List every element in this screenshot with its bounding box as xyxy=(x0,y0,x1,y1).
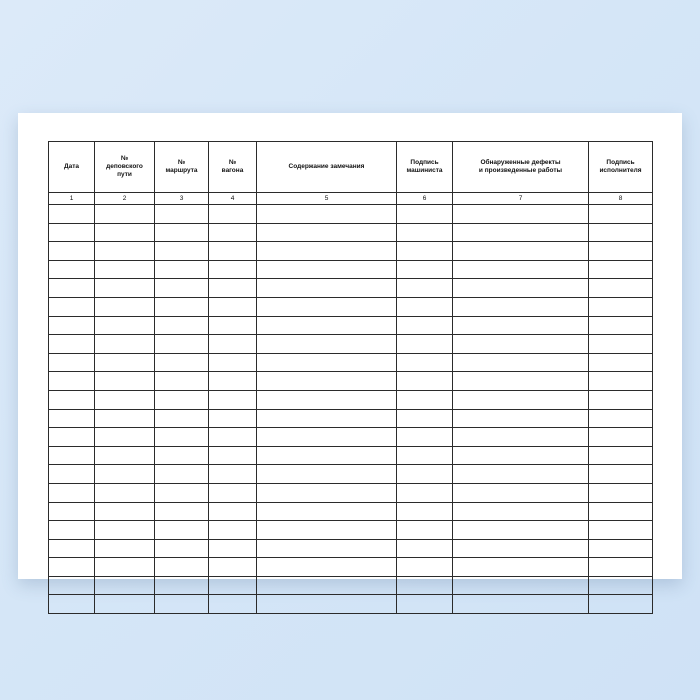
table-cell-date[interactable] xyxy=(49,539,95,558)
table-cell-depot_track[interactable] xyxy=(95,595,155,614)
table-row[interactable] xyxy=(49,502,653,521)
table-cell-route[interactable] xyxy=(155,353,209,372)
table-cell-defects[interactable] xyxy=(453,483,589,502)
header-line: Дата xyxy=(63,162,80,170)
table-cell-remark[interactable] xyxy=(257,390,397,409)
table-cell-depot_track[interactable] xyxy=(95,372,155,391)
table-cell-depot_track[interactable] xyxy=(95,428,155,447)
header-line: вагона xyxy=(221,167,244,174)
table-cell-depot_track[interactable] xyxy=(95,205,155,224)
table-cell-remark[interactable] xyxy=(257,446,397,465)
table-cell-defects[interactable] xyxy=(453,260,589,279)
table-cell-route[interactable] xyxy=(155,502,209,521)
table-cell-driver_sign[interactable] xyxy=(397,576,453,595)
table-row[interactable] xyxy=(49,521,653,540)
table-cell-route[interactable] xyxy=(155,223,209,242)
table-cell-driver_sign[interactable] xyxy=(397,409,453,428)
table-cell-defects[interactable] xyxy=(453,446,589,465)
table-cell-date[interactable] xyxy=(49,372,95,391)
table-cell-defects[interactable] xyxy=(453,521,589,540)
table-cell-remark[interactable] xyxy=(257,409,397,428)
table-cell-car[interactable] xyxy=(209,446,257,465)
paper-sheet xyxy=(18,113,682,579)
column-number: 3 xyxy=(155,193,209,205)
header-line: Обнаруженные дефекты xyxy=(480,158,561,166)
table-cell-date[interactable] xyxy=(49,521,95,540)
column-header-car xyxy=(209,142,257,193)
table-cell-defects[interactable] xyxy=(453,576,589,595)
table-cell-remark[interactable] xyxy=(257,279,397,298)
table-cell-date[interactable] xyxy=(49,446,95,465)
table-cell-remark[interactable] xyxy=(257,353,397,372)
journal-table-container xyxy=(48,141,652,554)
table-cell-route[interactable] xyxy=(155,576,209,595)
table-cell-date[interactable] xyxy=(49,242,95,261)
column-number: 2 xyxy=(95,193,155,205)
table-cell-route[interactable] xyxy=(155,483,209,502)
table-row[interactable] xyxy=(49,539,653,558)
table-cell-executor_sign[interactable] xyxy=(589,353,653,372)
table-cell-depot_track[interactable] xyxy=(95,316,155,335)
column-number: 6 xyxy=(397,193,453,205)
table-row[interactable] xyxy=(49,465,653,484)
table-cell-driver_sign[interactable] xyxy=(397,428,453,447)
table-cell-remark[interactable] xyxy=(257,372,397,391)
table-cell-defects[interactable] xyxy=(453,242,589,261)
column-header-defects xyxy=(453,142,589,193)
table-cell-car[interactable] xyxy=(209,539,257,558)
table-cell-car[interactable] xyxy=(209,409,257,428)
header-row xyxy=(49,142,653,193)
table-cell-route[interactable] xyxy=(155,279,209,298)
table-cell-route[interactable] xyxy=(155,409,209,428)
table-cell-executor_sign[interactable] xyxy=(589,279,653,298)
table-cell-route[interactable] xyxy=(155,521,209,540)
table-row[interactable] xyxy=(49,260,653,279)
table-cell-date[interactable] xyxy=(49,465,95,484)
table-cell-depot_track[interactable] xyxy=(95,353,155,372)
table-cell-depot_track[interactable] xyxy=(95,502,155,521)
table-cell-remark[interactable] xyxy=(257,242,397,261)
table-cell-date[interactable] xyxy=(49,205,95,224)
table-cell-driver_sign[interactable] xyxy=(397,242,453,261)
table-cell-defects[interactable] xyxy=(453,297,589,316)
table-cell-depot_track[interactable] xyxy=(95,335,155,354)
table-cell-defects[interactable] xyxy=(453,539,589,558)
table-cell-depot_track[interactable] xyxy=(95,465,155,484)
table-cell-remark[interactable] xyxy=(257,539,397,558)
table-row[interactable] xyxy=(49,372,653,391)
table-cell-driver_sign[interactable] xyxy=(397,446,453,465)
table-cell-car[interactable] xyxy=(209,558,257,577)
header-line: маршрута xyxy=(165,167,198,174)
table-row[interactable] xyxy=(49,353,653,372)
table-cell-car[interactable] xyxy=(209,335,257,354)
table-cell-executor_sign[interactable] xyxy=(589,316,653,335)
table-cell-route[interactable] xyxy=(155,428,209,447)
table-cell-driver_sign[interactable] xyxy=(397,297,453,316)
table-row[interactable] xyxy=(49,316,653,335)
table-cell-remark[interactable] xyxy=(257,316,397,335)
table-row[interactable] xyxy=(49,595,653,614)
table-cell-car[interactable] xyxy=(209,242,257,261)
table-cell-defects[interactable] xyxy=(453,465,589,484)
header-line: пути xyxy=(117,171,132,179)
table-cell-route[interactable] xyxy=(155,297,209,316)
table-cell-depot_track[interactable] xyxy=(95,483,155,502)
table-cell-car[interactable] xyxy=(209,353,257,372)
table-cell-defects[interactable] xyxy=(453,335,589,354)
table-cell-route[interactable] xyxy=(155,205,209,224)
table-cell-route[interactable] xyxy=(155,465,209,484)
table-cell-depot_track[interactable] xyxy=(95,242,155,261)
table-cell-date[interactable] xyxy=(49,409,95,428)
table-cell-route[interactable] xyxy=(155,539,209,558)
table-cell-driver_sign[interactable] xyxy=(397,279,453,298)
table-row[interactable] xyxy=(49,335,653,354)
table-row[interactable] xyxy=(49,390,653,409)
table-cell-car[interactable] xyxy=(209,316,257,335)
table-cell-date[interactable] xyxy=(49,483,95,502)
table-cell-date[interactable] xyxy=(49,260,95,279)
table-row[interactable] xyxy=(49,409,653,428)
table-row[interactable] xyxy=(49,428,653,447)
table-cell-defects[interactable] xyxy=(453,595,589,614)
column-header-executor-signature xyxy=(589,142,653,193)
table-cell-date[interactable] xyxy=(49,576,95,595)
table-cell-car[interactable] xyxy=(209,223,257,242)
table-cell-route[interactable] xyxy=(155,446,209,465)
table-cell-car[interactable] xyxy=(209,502,257,521)
table-cell-depot_track[interactable] xyxy=(95,260,155,279)
table-cell-car[interactable] xyxy=(209,390,257,409)
header-line: Подпись xyxy=(606,158,635,166)
table-cell-remark[interactable] xyxy=(257,576,397,595)
table-cell-driver_sign[interactable] xyxy=(397,558,453,577)
table-cell-route[interactable] xyxy=(155,595,209,614)
table-cell-driver_sign[interactable] xyxy=(397,502,453,521)
table-cell-defects[interactable] xyxy=(453,558,589,577)
table-cell-route[interactable] xyxy=(155,242,209,261)
table-cell-route[interactable] xyxy=(155,390,209,409)
table-cell-remark[interactable] xyxy=(257,502,397,521)
table-cell-date[interactable] xyxy=(49,223,95,242)
table-cell-executor_sign[interactable] xyxy=(589,521,653,540)
table-cell-executor_sign[interactable] xyxy=(589,465,653,484)
table-cell-date[interactable] xyxy=(49,502,95,521)
table-row[interactable] xyxy=(49,205,653,224)
table-row[interactable] xyxy=(49,279,653,298)
table-cell-executor_sign[interactable] xyxy=(589,390,653,409)
header-line: Содержание замечания xyxy=(288,162,365,170)
table-header xyxy=(49,142,653,205)
column-number: 5 xyxy=(257,193,397,205)
table-cell-driver_sign[interactable] xyxy=(397,465,453,484)
table-cell-route[interactable] xyxy=(155,260,209,279)
table-cell-defects[interactable] xyxy=(453,409,589,428)
table-cell-executor_sign[interactable] xyxy=(589,595,653,614)
table-cell-driver_sign[interactable] xyxy=(397,595,453,614)
header-line: № xyxy=(228,158,237,166)
table-cell-car[interactable] xyxy=(209,576,257,595)
table-cell-driver_sign[interactable] xyxy=(397,223,453,242)
column-number: 7 xyxy=(453,193,589,205)
table-cell-car[interactable] xyxy=(209,521,257,540)
table-cell-date[interactable] xyxy=(49,558,95,577)
table-cell-remark[interactable] xyxy=(257,483,397,502)
header-line: № xyxy=(177,158,186,166)
table-cell-executor_sign[interactable] xyxy=(589,372,653,391)
header-line: деповского xyxy=(106,162,143,170)
table-row[interactable] xyxy=(49,242,653,261)
table-cell-driver_sign[interactable] xyxy=(397,353,453,372)
table-cell-remark[interactable] xyxy=(257,521,397,540)
table-cell-car[interactable] xyxy=(209,595,257,614)
table-cell-car[interactable] xyxy=(209,483,257,502)
table-cell-executor_sign[interactable] xyxy=(589,242,653,261)
table-cell-executor_sign[interactable] xyxy=(589,297,653,316)
table-cell-car[interactable] xyxy=(209,465,257,484)
table-cell-depot_track[interactable] xyxy=(95,223,155,242)
table-cell-date[interactable] xyxy=(49,595,95,614)
table-row[interactable] xyxy=(49,483,653,502)
table-row[interactable] xyxy=(49,576,653,595)
table-cell-remark[interactable] xyxy=(257,558,397,577)
table-cell-defects[interactable] xyxy=(453,353,589,372)
column-number: 4 xyxy=(209,193,257,205)
table-cell-remark[interactable] xyxy=(257,260,397,279)
table-cell-date[interactable] xyxy=(49,297,95,316)
table-cell-car[interactable] xyxy=(209,279,257,298)
table-cell-defects[interactable] xyxy=(453,279,589,298)
column-number-row xyxy=(49,193,653,205)
table-cell-defects[interactable] xyxy=(453,428,589,447)
table-row[interactable] xyxy=(49,558,653,577)
table-cell-defects[interactable] xyxy=(453,372,589,391)
table-cell-depot_track[interactable] xyxy=(95,521,155,540)
table-cell-remark[interactable] xyxy=(257,595,397,614)
table-cell-car[interactable] xyxy=(209,297,257,316)
table-cell-defects[interactable] xyxy=(453,390,589,409)
table-cell-remark[interactable] xyxy=(257,465,397,484)
table-cell-date[interactable] xyxy=(49,353,95,372)
table-cell-driver_sign[interactable] xyxy=(397,205,453,224)
table-cell-date[interactable] xyxy=(49,279,95,298)
table-cell-depot_track[interactable] xyxy=(95,539,155,558)
header-line: машиниста xyxy=(406,167,443,174)
table-cell-route[interactable] xyxy=(155,316,209,335)
header-line: и произведенные работы xyxy=(478,167,563,174)
table-cell-car[interactable] xyxy=(209,260,257,279)
table-cell-depot_track[interactable] xyxy=(95,297,155,316)
table-cell-route[interactable] xyxy=(155,335,209,354)
table-cell-executor_sign[interactable] xyxy=(589,335,653,354)
table-cell-executor_sign[interactable] xyxy=(589,446,653,465)
table-body xyxy=(49,205,653,614)
table-cell-executor_sign[interactable] xyxy=(589,483,653,502)
table-cell-executor_sign[interactable] xyxy=(589,205,653,224)
table-row[interactable] xyxy=(49,297,653,316)
header-line: № xyxy=(120,154,129,162)
table-cell-car[interactable] xyxy=(209,372,257,391)
table-cell-defects[interactable] xyxy=(453,205,589,224)
table-row[interactable] xyxy=(49,223,653,242)
journal-table xyxy=(48,141,653,614)
table-cell-executor_sign[interactable] xyxy=(589,223,653,242)
table-cell-driver_sign[interactable] xyxy=(397,390,453,409)
table-cell-date[interactable] xyxy=(49,335,95,354)
table-cell-executor_sign[interactable] xyxy=(589,558,653,577)
table-cell-driver_sign[interactable] xyxy=(397,316,453,335)
header-line: Подпись xyxy=(410,158,439,166)
table-cell-defects[interactable] xyxy=(453,316,589,335)
table-cell-remark[interactable] xyxy=(257,335,397,354)
column-number: 8 xyxy=(589,193,653,205)
table-row[interactable] xyxy=(49,446,653,465)
table-cell-route[interactable] xyxy=(155,558,209,577)
header-line: исполнителя xyxy=(599,167,642,174)
table-cell-depot_track[interactable] xyxy=(95,409,155,428)
table-cell-depot_track[interactable] xyxy=(95,558,155,577)
table-cell-executor_sign[interactable] xyxy=(589,576,653,595)
table-cell-car[interactable] xyxy=(209,205,257,224)
table-cell-defects[interactable] xyxy=(453,223,589,242)
table-cell-date[interactable] xyxy=(49,316,95,335)
table-cell-driver_sign[interactable] xyxy=(397,372,453,391)
column-header-date xyxy=(49,142,95,193)
column-number: 1 xyxy=(49,193,95,205)
column-header-driver-signature xyxy=(397,142,453,193)
table-cell-executor_sign[interactable] xyxy=(589,502,653,521)
table-cell-car[interactable] xyxy=(209,428,257,447)
table-cell-defects[interactable] xyxy=(453,502,589,521)
column-header-depot-track xyxy=(95,142,155,193)
table-cell-driver_sign[interactable] xyxy=(397,521,453,540)
table-cell-depot_track[interactable] xyxy=(95,446,155,465)
table-cell-date[interactable] xyxy=(49,390,95,409)
table-cell-driver_sign[interactable] xyxy=(397,539,453,558)
table-cell-depot_track[interactable] xyxy=(95,390,155,409)
table-cell-route[interactable] xyxy=(155,372,209,391)
table-cell-executor_sign[interactable] xyxy=(589,409,653,428)
table-cell-executor_sign[interactable] xyxy=(589,539,653,558)
table-cell-depot_track[interactable] xyxy=(95,576,155,595)
table-cell-remark[interactable] xyxy=(257,428,397,447)
table-cell-driver_sign[interactable] xyxy=(397,260,453,279)
table-cell-executor_sign[interactable] xyxy=(589,260,653,279)
table-cell-executor_sign[interactable] xyxy=(589,428,653,447)
table-cell-date[interactable] xyxy=(49,428,95,447)
table-cell-remark[interactable] xyxy=(257,297,397,316)
table-cell-driver_sign[interactable] xyxy=(397,483,453,502)
table-cell-depot_track[interactable] xyxy=(95,279,155,298)
table-cell-remark[interactable] xyxy=(257,223,397,242)
table-cell-remark[interactable] xyxy=(257,205,397,224)
column-header-route xyxy=(155,142,209,193)
table-cell-driver_sign[interactable] xyxy=(397,335,453,354)
column-header-remark xyxy=(257,142,397,193)
